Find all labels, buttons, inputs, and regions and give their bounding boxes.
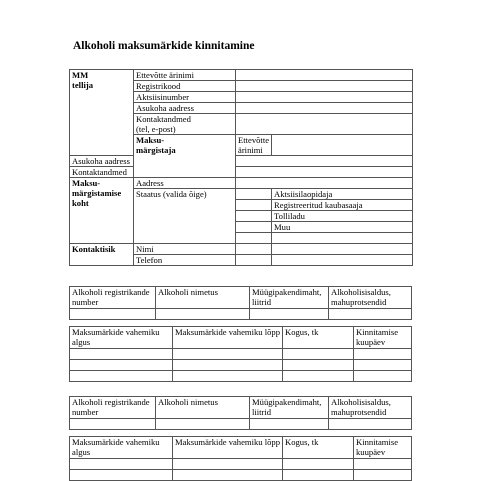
input-cell[interactable] <box>272 255 413 266</box>
row-label: Aadress <box>134 178 236 189</box>
table-cell[interactable] <box>354 360 412 371</box>
row-label: Ettevõtte ärinimi <box>134 70 236 81</box>
table-cell[interactable] <box>70 349 173 360</box>
table-cell[interactable] <box>329 419 412 430</box>
input-cell[interactable] <box>236 103 413 114</box>
maksumargistamise-koht-label: Maksu- märgistamise koht <box>70 178 134 244</box>
page-title: Alkoholi maksumärkide kinnitamine <box>73 40 255 52</box>
table-cell[interactable] <box>329 309 412 320</box>
input-cell[interactable] <box>236 81 413 92</box>
table-cell[interactable] <box>354 459 412 470</box>
header-cell: Alkoholi registrikande number <box>70 397 156 419</box>
table-cell[interactable] <box>173 371 283 382</box>
header-cell: Maksumärkide vahemiku lõpp <box>173 437 283 459</box>
header-cell: Alkoholi nimetus <box>156 287 250 309</box>
product-table <box>69 396 412 430</box>
table-cell[interactable] <box>70 371 173 382</box>
table-cell[interactable] <box>173 349 283 360</box>
table-cell[interactable] <box>70 309 156 320</box>
input-cell[interactable] <box>236 70 413 81</box>
header-cell: Müügipakendimaht, liitrid <box>250 287 329 309</box>
status-option: Muu <box>272 222 413 233</box>
table-cell[interactable] <box>70 459 173 470</box>
header-cell: Kinnitamise kuupäev <box>354 327 412 349</box>
row-label: Aktsiisinumber <box>134 92 236 103</box>
row-label: Kontaktandmed <box>70 167 134 178</box>
input-cell[interactable] <box>272 135 413 156</box>
status-option <box>272 233 413 244</box>
table-cell[interactable] <box>283 349 354 360</box>
input-cell[interactable] <box>236 156 413 167</box>
header-cell: Maksumärkide vahemiku algus <box>70 437 173 459</box>
table-cell[interactable] <box>283 470 354 481</box>
row-label: Registrikood <box>134 81 236 92</box>
table-cell[interactable] <box>354 470 412 481</box>
table-cell[interactable] <box>283 459 354 470</box>
row-label: Nimi <box>134 244 236 255</box>
header-cell: Alkoholisisaldus, mahuprotsendid <box>329 287 412 309</box>
table-cell[interactable] <box>156 419 250 430</box>
header-cell: Müügipakendimaht, liitrid <box>250 397 329 419</box>
header-cell: Kogus, tk <box>283 327 354 349</box>
table-cell[interactable] <box>70 470 173 481</box>
table-cell[interactable] <box>250 309 329 320</box>
table-cell[interactable] <box>173 470 283 481</box>
row-label: Telefon <box>134 255 236 266</box>
kontaktisik-label: Kontaktisik <box>70 244 134 266</box>
maksumargistaja-label: Maksu- märgistaja <box>134 135 236 178</box>
row-label: Kontaktandmed (tel, e-post) <box>134 114 236 135</box>
table-cell[interactable] <box>173 459 283 470</box>
table-cell[interactable] <box>354 371 412 382</box>
header-cell: Maksumärkide vahemiku algus <box>70 327 173 349</box>
status-option: Tolliladu <box>272 211 413 222</box>
status-option: Aktsiisilaopidaja <box>272 189 413 200</box>
input-cell[interactable] <box>236 255 272 266</box>
input-cell[interactable] <box>236 178 413 189</box>
header-cell: Kinnitamise kuupäev <box>354 437 412 459</box>
table-cell[interactable] <box>70 360 173 371</box>
status-checkbox[interactable] <box>236 200 272 211</box>
status-checkbox[interactable] <box>236 211 272 222</box>
mm-tellija-label: MM tellija <box>70 70 134 156</box>
input-cell[interactable] <box>236 167 413 178</box>
status-option: Registreeritud kaubasaaja <box>272 200 413 211</box>
table-cell[interactable] <box>70 419 156 430</box>
applicant-table <box>69 69 413 266</box>
input-cell[interactable] <box>236 114 413 135</box>
status-checkbox[interactable] <box>236 222 272 233</box>
table-cell[interactable] <box>173 360 283 371</box>
row-label: Asukoha aadress <box>134 103 236 114</box>
table-cell[interactable] <box>283 360 354 371</box>
status-checkbox[interactable] <box>236 233 272 244</box>
range-table <box>69 436 412 481</box>
row-label: Staatus (valida õige) <box>134 189 236 244</box>
row-label: Asukoha aadress <box>70 156 134 167</box>
header-cell: Alkoholi registrikande number <box>70 287 156 309</box>
row-label: Ettevõtte ärinimi <box>236 135 272 156</box>
product-table <box>69 286 412 320</box>
input-cell[interactable] <box>236 244 272 255</box>
table-cell[interactable] <box>156 309 250 320</box>
status-checkbox[interactable] <box>236 189 272 200</box>
table-cell[interactable] <box>283 371 354 382</box>
header-cell: Alkoholi nimetus <box>156 397 250 419</box>
header-cell: Alkoholisisaldus, mahuprotsendid <box>329 397 412 419</box>
input-cell[interactable] <box>272 244 413 255</box>
input-cell[interactable] <box>236 92 413 103</box>
table-cell[interactable] <box>250 419 329 430</box>
header-cell: Maksumärkide vahemiku lõpp <box>173 327 283 349</box>
header-cell: Kogus, tk <box>283 437 354 459</box>
table-cell[interactable] <box>354 349 412 360</box>
range-table <box>69 326 412 382</box>
